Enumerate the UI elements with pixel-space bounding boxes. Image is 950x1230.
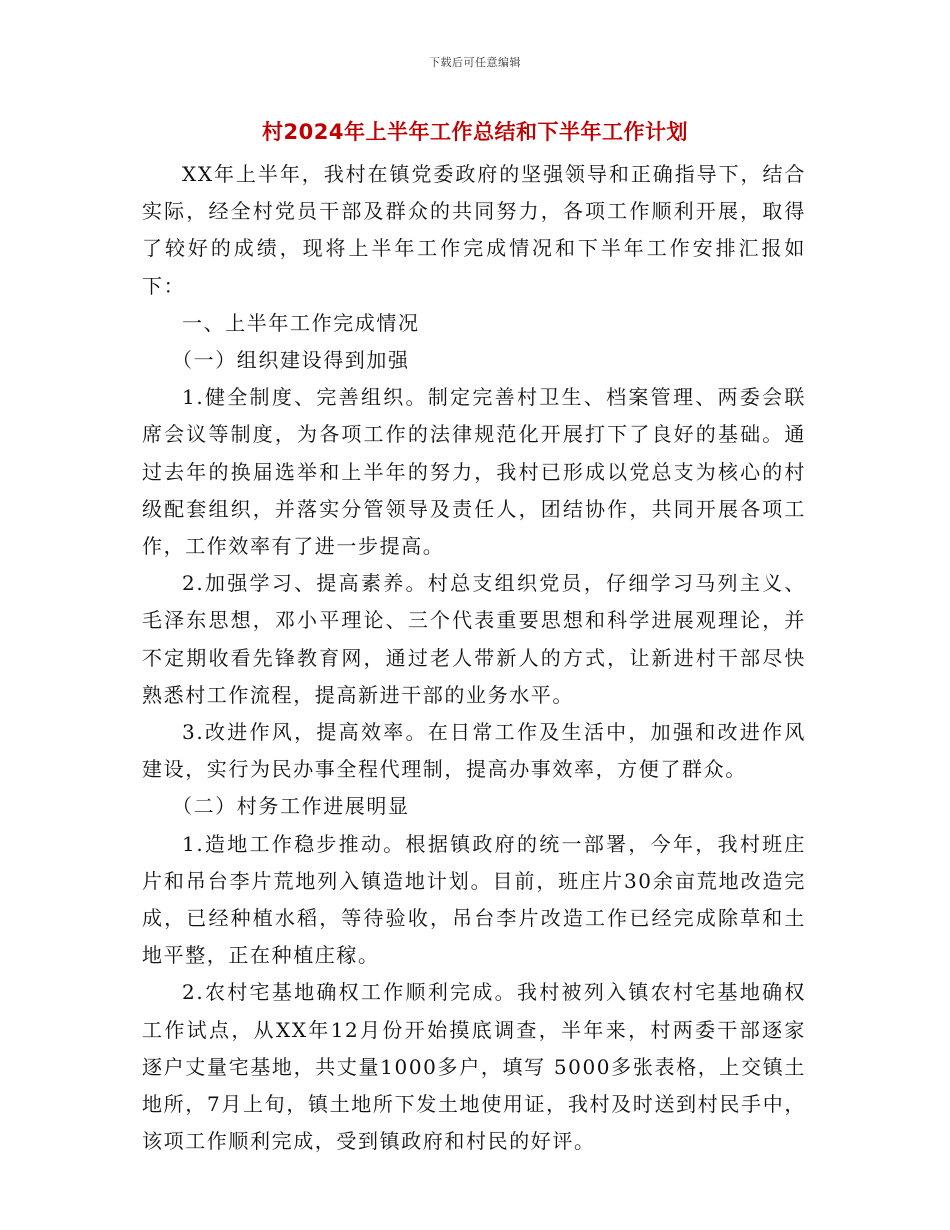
body-paragraph: 1.健全制度、完善组织。制定完善村卫生、档案管理、两委会联席会议等制度，为各项工作的法律规范化开展打下了良好的基础。通过去年的换届选举和上半年的努力，我村已形成以党总支为核心的村级配套组织，并落实分管领导及责任人，团结协作，共同开展各项工作，工作效率有了进一步提高。 [142,385,806,559]
body-paragraph: 3.改进作风，提高效率。在日常工作及生活中，加强和改进作风建设，实行为民办事全程代理制，提高办事效率，方便了群众。 [142,720,806,782]
body-paragraph: 1.造地工作稳步推动。根据镇政府的统一部署，今年，我村班庄片和吊台李片荒地列入镇造地计划。目前，班庄片30余亩荒地改造完成，已经种植水稻，等待验收，吊台李片改造工作已经完成除草和土地平整，正在种植庄稼。 [142,831,806,968]
intro-paragraph: XX年上半年，我村在镇党委政府的坚强领导和正确指导下，结合实际，经全村党员干部及群众的共同努力，各项工作顺利开展，取得了较好的成绩，现将上半年工作完成情况和下半年工作安排汇报如下： [142,162,806,298]
header-note: 下载后可任意编辑 [429,56,521,69]
body-paragraph: 2.加强学习、提高素养。村总支组织党员，仔细学习马列主义、毛泽东思想，邓小平理论、三个代表重要思想和科学进展观理论，并不定期收看先锋教育网，通过老人带新人的方式，让新进村干部尽快熟悉村工作流程，提高新进干部的业务水平。 [142,571,806,707]
document-title: 村2024年上半年工作总结和下半年工作计划 [262,120,688,144]
subsection-heading: （二）村务工作进展明显 [172,794,410,819]
body-paragraph: 2.农村宅基地确权工作顺利完成。我村被列入镇农村宅基地确权工作试点，从XX年12月份开始摸底调查，半年来，村两委干部逐家逐户丈量宅基地，共丈量1000多户，填写 5000多张表格，上交镇土地所，7月上旬，镇土地所下发土地使用证，我村及时送到村民手中，该项工作顺利完成，受到镇政府和村民的好评。 [142,980,806,1154]
subsection-heading: （一）组织建设得到加强 [172,348,410,373]
document-body [142,156,806,1160]
section-heading: 一、上半年工作完成情况 [182,310,420,335]
